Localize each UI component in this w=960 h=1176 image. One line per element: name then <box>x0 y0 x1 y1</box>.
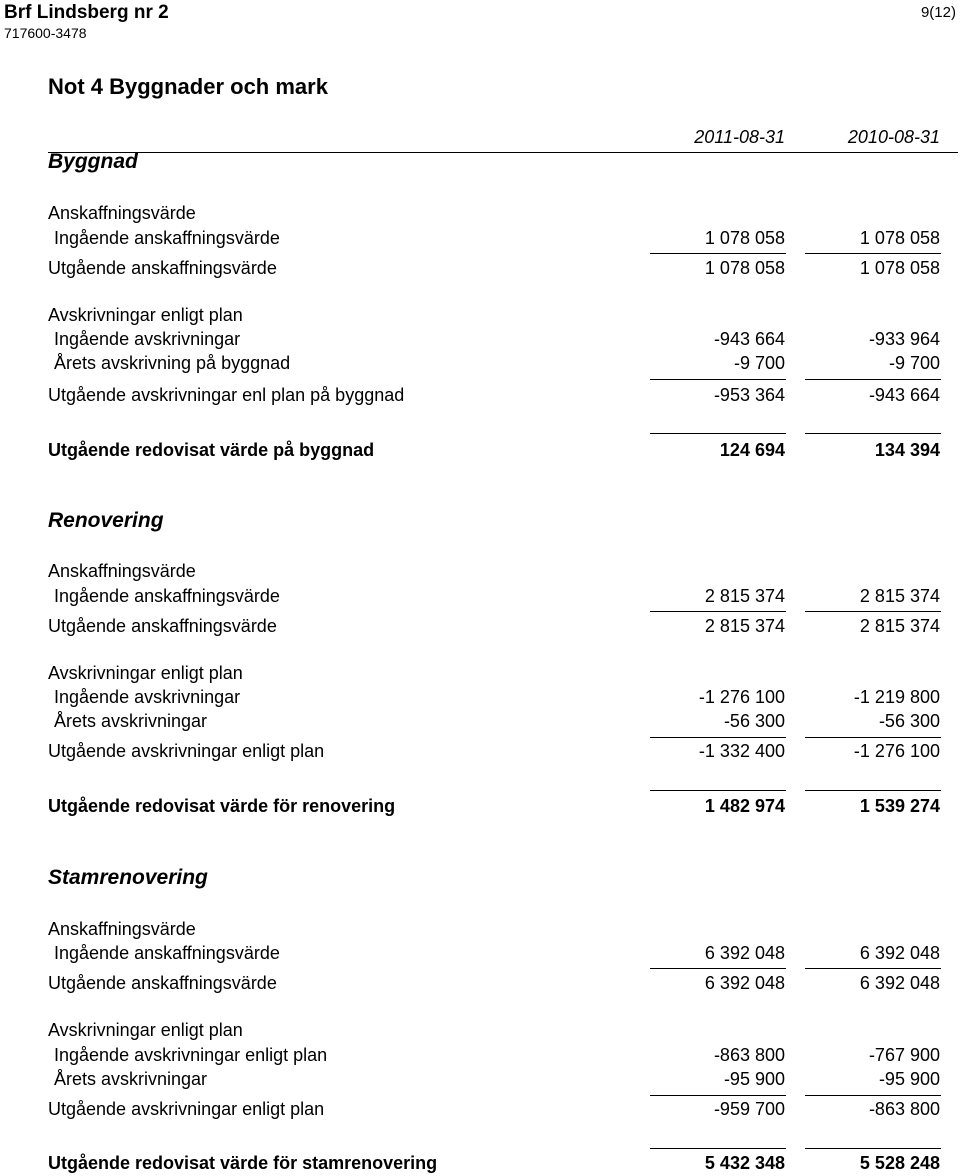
renovering-arets-avskr-v2: -56 300 <box>878 711 940 731</box>
byggnad-ing-anskaffning-v1: 1 078 058 <box>704 228 785 248</box>
underline <box>805 433 941 434</box>
renovering-redovisat-v1: 1 482 974 <box>704 796 785 816</box>
underline <box>650 790 786 791</box>
renovering-ing-avskr-v1: -1 276 100 <box>698 687 785 707</box>
underline <box>805 253 941 254</box>
stam-ing-anskaffning-v1: 6 392 048 <box>704 943 785 963</box>
renovering-arets-avskr-label: Årets avskrivningar <box>54 711 208 731</box>
section-title-renovering: Renovering <box>48 509 164 532</box>
underline <box>805 379 941 380</box>
byggnad-ing-avskr-label: Ingående avskrivningar <box>54 329 241 349</box>
column-date-2: 2010-08-31 <box>847 127 940 147</box>
renovering-redovisat-label: Utgående redovisat värde för renovering <box>48 796 396 816</box>
byggnad-redovisat-v2: 134 394 <box>874 440 940 460</box>
company-name: Brf Lindsberg nr 2 <box>4 2 169 23</box>
byggnad-utg-anskaffning-v2: 1 078 058 <box>859 258 940 278</box>
renovering-anskaffning-heading: Anskaffningsvärde <box>48 561 196 581</box>
renovering-utg-anskaffning-label: Utgående anskaffningsvärde <box>48 616 277 636</box>
renovering-avskr-heading: Avskrivningar enligt plan <box>48 663 243 683</box>
byggnad-ing-avskr-v1: -943 664 <box>713 329 785 349</box>
stam-avskr-heading: Avskrivningar enligt plan <box>48 1020 243 1040</box>
underline <box>650 1148 786 1149</box>
underline <box>650 611 786 612</box>
byggnad-redovisat-v1: 124 694 <box>719 440 785 460</box>
byggnad-utg-anskaffning-v1: 1 078 058 <box>704 258 785 278</box>
section-title-byggnad: Byggnad <box>48 150 138 173</box>
byggnad-redovisat-label: Utgående redovisat värde på byggnad <box>48 440 375 460</box>
underline <box>805 1095 941 1096</box>
byggnad-arets-avskr-v2: -9 700 <box>888 353 940 373</box>
renovering-utg-avskr-label: Utgående avskrivningar enligt plan <box>48 741 325 761</box>
byggnad-utg-anskaffning-label: Utgående anskaffningsvärde <box>48 258 277 278</box>
renovering-ing-anskaffning-label: Ingående anskaffningsvärde <box>54 586 280 606</box>
stam-redovisat-v1: 5 432 348 <box>704 1153 785 1173</box>
renovering-ing-avskr-v2: -1 219 800 <box>853 687 940 707</box>
renovering-utg-avskr-v2: -1 276 100 <box>853 741 940 761</box>
stam-utg-avskr-v2: -863 800 <box>868 1099 940 1119</box>
note-title: Not 4 Byggnader och mark <box>48 74 328 99</box>
stam-utg-anskaffning-label: Utgående anskaffningsvärde <box>48 973 277 993</box>
renovering-redovisat-v2: 1 539 274 <box>859 796 940 816</box>
byggnad-anskaffning-heading: Anskaffningsvärde <box>48 203 196 223</box>
page-number: 9(12) <box>920 4 956 21</box>
stam-ing-anskaffning-label: Ingående anskaffningsvärde <box>54 943 280 963</box>
stam-redovisat-label: Utgående redovisat värde för stamrenovering <box>48 1153 438 1173</box>
byggnad-arets-avskr-v1: -9 700 <box>733 353 785 373</box>
underline <box>650 379 786 380</box>
underline <box>650 1095 786 1096</box>
stam-arets-avskr-v2: -95 900 <box>878 1069 940 1089</box>
stam-ing-anskaffning-v2: 6 392 048 <box>859 943 940 963</box>
renovering-utg-avskr-v1: -1 332 400 <box>698 741 785 761</box>
stam-arets-avskr-v1: -95 900 <box>723 1069 785 1089</box>
renovering-utg-anskaffning-v1: 2 815 374 <box>704 616 785 636</box>
stam-utg-anskaffning-v2: 6 392 048 <box>859 973 940 993</box>
stam-ing-avskr-v1: -863 800 <box>713 1045 785 1065</box>
underline <box>650 253 786 254</box>
underline <box>805 1148 941 1149</box>
org-number: 717600-3478 <box>4 25 87 41</box>
byggnad-ing-anskaffning-label: Ingående anskaffningsvärde <box>54 228 280 248</box>
renovering-ing-anskaffning-v2: 2 815 374 <box>859 586 940 606</box>
stam-arets-avskr-label: Årets avskrivningar <box>54 1069 208 1089</box>
stam-utg-avskr-label: Utgående avskrivningar enligt plan <box>48 1099 325 1119</box>
byggnad-arets-avskr-label: Årets avskrivning på byggnad <box>54 353 291 373</box>
byggnad-ing-avskr-v2: -933 964 <box>868 329 940 349</box>
underline <box>805 611 941 612</box>
underline <box>650 968 786 969</box>
renovering-ing-anskaffning-v1: 2 815 374 <box>704 586 785 606</box>
underline <box>805 737 941 738</box>
stam-ing-avskr-label: Ingående avskrivningar enligt plan <box>54 1045 328 1065</box>
stam-redovisat-v2: 5 528 248 <box>859 1153 940 1173</box>
renovering-arets-avskr-v1: -56 300 <box>723 711 785 731</box>
underline <box>650 737 786 738</box>
underline <box>650 433 786 434</box>
renovering-ing-avskr-label: Ingående avskrivningar <box>54 687 241 707</box>
underline <box>805 968 941 969</box>
stam-utg-anskaffning-v1: 6 392 048 <box>704 973 785 993</box>
byggnad-utg-avskr-label: Utgående avskrivningar enl plan på byggnad <box>48 385 405 405</box>
byggnad-avskr-heading: Avskrivningar enligt plan <box>48 305 243 325</box>
byggnad-utg-avskr-v1: -953 364 <box>713 385 785 405</box>
byggnad-ing-anskaffning-v2: 1 078 058 <box>859 228 940 248</box>
stam-anskaffning-heading: Anskaffningsvärde <box>48 919 196 939</box>
section-title-stamrenovering: Stamrenovering <box>48 866 208 889</box>
underline <box>805 790 941 791</box>
renovering-utg-anskaffning-v2: 2 815 374 <box>859 616 940 636</box>
stam-ing-avskr-v2: -767 900 <box>868 1045 940 1065</box>
stam-utg-avskr-v1: -959 700 <box>713 1099 785 1119</box>
header-rule <box>48 152 958 153</box>
column-date-1: 2011-08-31 <box>694 127 785 147</box>
byggnad-utg-avskr-v2: -943 664 <box>868 385 940 405</box>
